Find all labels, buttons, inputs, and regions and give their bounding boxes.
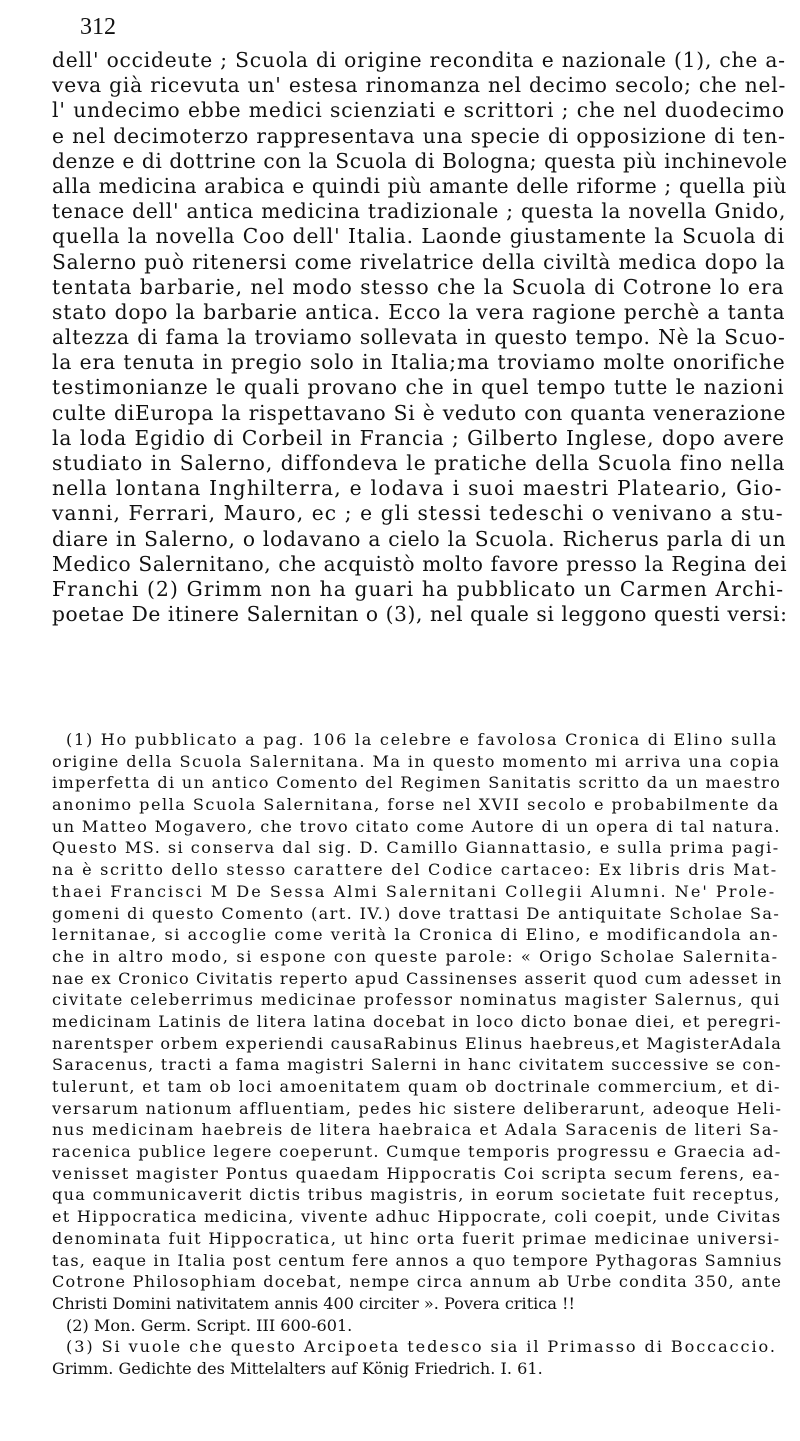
main-text-line: e nel decimoterzo rappresentava una specie di opposizione di ten-: [52, 123, 786, 148]
footnote-line: nus medicinam haebreis de litera haebraica et Adala Saracenis de literi Sa-: [52, 1120, 780, 1140]
main-text-line: veva già ricevuta un' estesa rinomanza nel decimo secolo; che nel-: [52, 73, 787, 98]
footnote-line: nae ex Cronico Civitatis reperto apud Cassinenses asserit quod cum adesset in: [52, 968, 783, 988]
main-text-line: culte diEuropa la rispettavano Si è veduto con quanta venerazione: [52, 400, 787, 425]
footnote-line: venisset magister Pontus quaedam Hippocratis Coi scripta secum ferens, ea-: [52, 1163, 781, 1183]
footnote-line: Questo MS. si conserva dal sig. D. Camillo Giannattasio, e sulla prima pagi-: [52, 838, 780, 858]
main-text-line: la era tenuta in pregio solo in Italia;ma troviamo molte onorifiche: [52, 350, 786, 375]
footnote-line: Cotrone Philosophiam docebat, nempe circa annum ab Urbe condita 350, ante: [52, 1272, 783, 1292]
footnote-start-line: (2) Mon. Germ. Script. III 600-601.: [66, 1315, 353, 1335]
footnote-line: racenica publice legere coeperunt. Cumque temporis progressu e Graecia ad-: [52, 1142, 782, 1162]
footnote-line: et Hippocratica medicina, vivente adhuc Hippocrate, coli coepit, unde Civitas: [52, 1207, 782, 1227]
main-text-line: tentata barbarie, nel modo stesso che la Scuola di Cotrone lo era: [52, 274, 785, 299]
footnote-line: thaei Francisci M De Sessa Almi Salernitani Collegii Alumni. Ne' Prole-: [52, 881, 777, 901]
footnotes-block: [52, 729, 792, 1380]
footnote-start-line: (1) Ho pubblicato a pag. 106 la celebre e favolosa Cronica di Elino sulla: [66, 730, 779, 749]
footnote-line: origine della Scuola Salernitana. Ma in questo momento mi arriva una copia: [52, 751, 781, 771]
footnote-line: na è scritto dello stesso carattere del Codice cartaceo: Ex libris dris Mat-: [52, 860, 778, 880]
footnote-line: un Matteo Mogavero, che trovo citato come Autore di un opera di tal natura.: [52, 816, 781, 836]
footnote-line: tulerunt, et tam ob loci amoenitatem quam ob doctrinale commercium, et di-: [52, 1077, 781, 1096]
footnote-line: Saracenus, tracti a fama magistri Salerni in hanc civitatem successive se con-: [52, 1055, 782, 1075]
main-text-line: diare in Salerno, o lodavano a cielo la Scuola. Richerus parla di un: [52, 526, 787, 551]
main-text-line: quella la novella Coo dell' Italia. Laonde giustamente la Scuola di: [52, 224, 786, 249]
main-text-line: tenace dell' antica medicina tradizionale ; questa la novella Gnido,: [52, 199, 787, 224]
footnote-line: medicinam Latinis de litera latina docebat in loco dicto bonae diei, et peregri-: [52, 1011, 782, 1031]
footnote-line: imperfetta di un antico Comento del Regimen Sanitatis scritto da un maestro: [52, 773, 782, 793]
main-text-line: vanni, Ferrari, Mauro, ec ; e gli stessi tedeschi o venivano a stu-: [52, 501, 784, 526]
main-text-line: studiato in Salerno, diffondeva le pratiche della Scuola fino nella: [52, 451, 786, 475]
footnote-line: Christi Domini nativitatem annis 400 circiter ». Povera critica !!: [52, 1293, 575, 1313]
page-number: 312: [80, 14, 116, 40]
main-text-line: l' undecimo ebbe medici scienziati e scrittori ; che nel duodecimo: [52, 98, 786, 123]
main-text-block: [52, 48, 792, 627]
footnote-line: narentsper orbem experiendi causaRabinus Elinus haebreus,et MagisterAdala: [52, 1033, 783, 1053]
footnote-line: tas, eaque in Italia post centum fere annos a quo tempore Pythagoras Samnius: [52, 1250, 783, 1270]
main-text-line: nella lontana Inghilterra, e lodava i suoi maestri Plateario, Gio-: [52, 476, 783, 501]
footnote-line: anonimo pella Scuola Salernitana, forse nel XVII secolo e probabilmente da: [52, 795, 780, 815]
footnote-line: civitate celeberrimus medicinae professor nominatus magister Salernus, qui: [52, 990, 781, 1010]
footnote-line: gomeni di questo Comento (art. IV.) dove trattasi De antiquitate Scholae Sa-: [52, 903, 781, 923]
main-text-line: Franchi (2) Grimm non ha guari ha pubblicato un Carmen Archi-: [52, 576, 785, 601]
footnote-line: lernitanae, si accoglie come verità la Cronica di Elino, e modificandola an-: [52, 925, 780, 945]
main-text-line: la loda Egidio di Corbeil in Francia ; Gilberto Inglese, dopo avere: [52, 425, 785, 450]
footnote-line: qua communicaverit dictis tribus magistris, in eorum societate fuit receptus,: [52, 1185, 781, 1205]
main-text-line: dell' occideute ; Scuola di origine recondita e nazionale (1), che a-: [52, 48, 786, 72]
footnote-line: che in altro modo, si espone con queste parole: « Origo Scholae Salernita-: [52, 946, 779, 966]
main-text-line: denze e di dottrine con la Scuola di Bologna; questa più inchinevole: [52, 148, 788, 173]
footnote-line: denominata fuit Hippocratica, ut hinc orta fuerit primae medicinae universi-: [52, 1228, 781, 1248]
main-text-line: poetae De itinere Salernitan o (3), nel quale si leggono questi versi:: [52, 602, 788, 627]
main-text-line: stato dopo la barbarie antica. Ecco la vera ragione perchè a tanta: [52, 299, 786, 324]
main-text-line: testimonianze le quali provano che in quel tempo tutte le nazioni: [52, 375, 785, 400]
main-text-line: Medico Salernitano, che acquistò molto favore presso la Regina dei: [52, 551, 788, 576]
footnote-line: versarum nationum affluentiam, pedes hic sistere deliberarunt, adeoque Heli-: [52, 1098, 783, 1118]
footnote-line: Grimm. Gedichte des Mittelalters auf König Friedrich. I. 61.: [52, 1358, 543, 1378]
footnote-start-line: (3) Si vuole che questo Arcipoeta tedesco sia il Primasso di Boccaccio.: [66, 1337, 777, 1357]
main-text-line: altezza di fama la troviamo sollevata in questo tempo. Nè la Scuo-: [52, 325, 786, 350]
main-text-line: alla medicina arabica e quindi più amante delle riforme ; quella più: [52, 173, 788, 198]
main-text-line: Salerno può ritenersi come rivelatrice della civiltà medica dopo la: [52, 249, 786, 274]
